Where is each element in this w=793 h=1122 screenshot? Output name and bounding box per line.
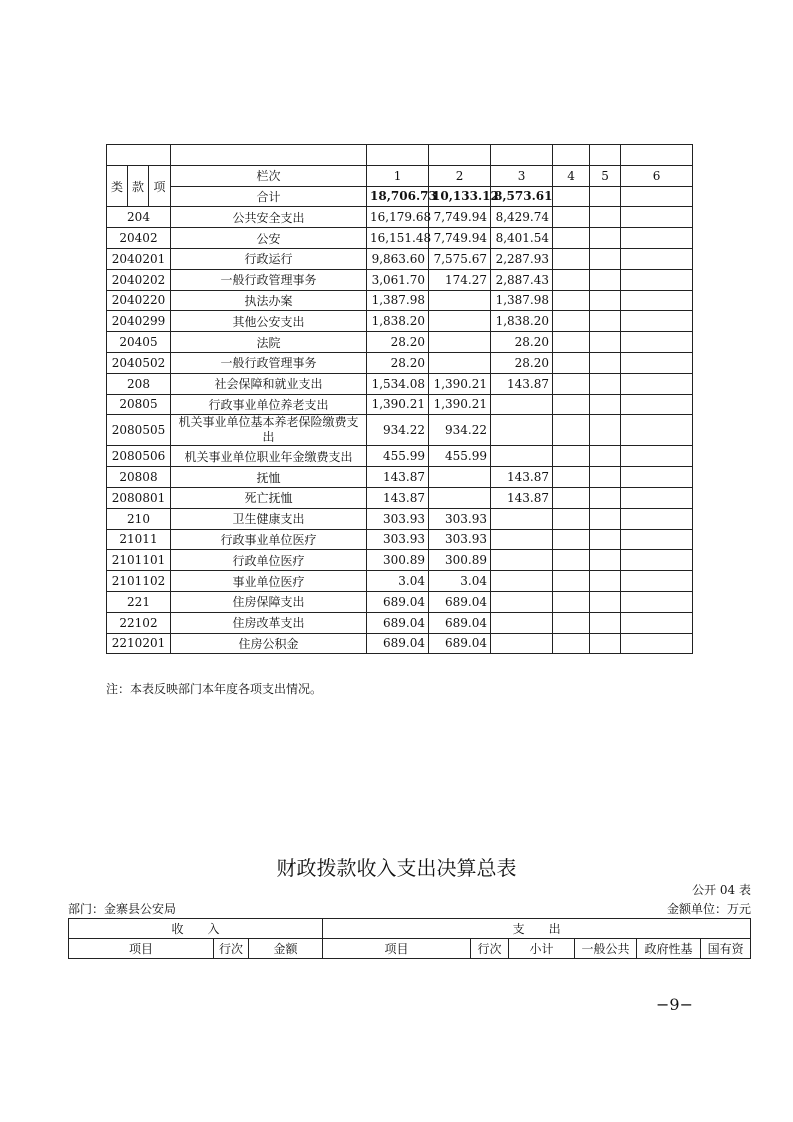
header-col-5: 5 [590,165,621,186]
section-title: 财政拨款收入支出决算总表 [276,856,517,880]
col-state: 国有资 [701,939,751,959]
row-col-6 [621,612,693,633]
row-name: 公共安全支出 [171,207,367,228]
row-value-2 [429,487,491,508]
row-col-4 [553,415,590,446]
header-kuan: 款 [128,165,149,207]
row-name: 执法办案 [171,290,367,311]
header-lei: 类 [107,165,128,207]
row-value-1: 455.99 [367,446,429,467]
department-label: 部门：金寨县公安局 [68,902,177,916]
row-value-3: 28.20 [491,332,553,353]
row-value-2 [429,311,491,332]
row-col-4 [553,487,590,508]
row-value-3: 28.20 [491,352,553,373]
table-row [107,508,693,529]
row-col-6 [621,508,693,529]
row-value-3: 143.87 [491,467,553,488]
row-value-1: 1,387.98 [367,290,429,311]
row-col-6 [621,290,693,311]
row-value-1: 1,390.21 [367,394,429,415]
row-value-2: 174.27 [429,269,491,290]
row-col-4 [553,311,590,332]
row-name: 住房改革支出 [171,612,367,633]
row-value-1: 3,061.70 [367,269,429,290]
total-row [107,186,693,207]
col-item-2: 项目 [323,939,471,959]
row-col-6 [621,487,693,508]
row-col-6 [621,394,693,415]
row-col-4 [553,207,590,228]
row-col-6 [621,415,693,446]
row-col-5 [590,248,621,269]
row-value-2 [429,332,491,353]
row-col-5 [590,487,621,508]
row-name: 其他公安支出 [171,311,367,332]
row-code: 2040201 [107,248,171,269]
col-line-2: 行次 [471,939,509,959]
row-name: 事业单位医疗 [171,571,367,592]
row-col-4 [553,529,590,550]
row-col-4 [553,228,590,249]
header-lanci: 栏次 [171,165,367,186]
table-row [107,228,693,249]
total-value-3: 8,573.61 [491,186,553,207]
col-fund: 政府性基 [637,939,701,959]
table-row [107,467,693,488]
row-value-3: 1,838.20 [491,311,553,332]
row-code: 20405 [107,332,171,353]
table-row [107,529,693,550]
row-code: 208 [107,373,171,394]
row-value-2: 303.93 [429,508,491,529]
row-code: 2080506 [107,446,171,467]
row-value-2: 689.04 [429,612,491,633]
unit-label: 金额单位：万元 [666,902,751,916]
row-value-2: 3.04 [429,571,491,592]
row-value-1: 689.04 [367,591,429,612]
row-value-3 [491,394,553,415]
row-col-6 [621,467,693,488]
row-col-4 [553,332,590,353]
row-value-2: 934.22 [429,415,491,446]
row-code: 22102 [107,612,171,633]
row-col-5 [590,633,621,654]
row-col-4 [553,352,590,373]
row-name: 行政事业单位养老支出 [171,394,367,415]
row-col-4 [553,467,590,488]
row-value-2: 1,390.21 [429,394,491,415]
row-col-4 [553,446,590,467]
row-col-6 [621,352,693,373]
row-name: 死亡抚恤 [171,487,367,508]
table-row [107,311,693,332]
row-value-2: 455.99 [429,446,491,467]
column-index-row [107,165,693,186]
row-code: 2210201 [107,633,171,654]
row-col-5 [590,467,621,488]
row-col-4 [553,373,590,394]
row-name: 行政单位医疗 [171,550,367,571]
row-col-5 [590,290,621,311]
row-col-6 [621,228,693,249]
row-col-5 [590,373,621,394]
total-label: 合计 [171,186,367,207]
row-value-3: 8,429.74 [491,207,553,228]
row-col-6 [621,633,693,654]
row-name: 机关事业单位职业年金缴费支出 [171,446,367,467]
row-code: 21011 [107,529,171,550]
table-row [107,332,693,353]
row-name: 一般行政管理事务 [171,269,367,290]
row-value-3 [491,550,553,571]
row-value-1: 3.04 [367,571,429,592]
table-row [107,487,693,508]
row-name: 行政运行 [171,248,367,269]
row-value-2: 7,575.67 [429,248,491,269]
row-value-2: 689.04 [429,633,491,654]
col-line: 行次 [214,939,249,959]
row-code: 2101101 [107,550,171,571]
row-value-2 [429,352,491,373]
income-header: 收 入 [69,919,323,939]
row-value-1: 1,534.08 [367,373,429,394]
header-xiang: 项 [149,165,171,207]
row-col-4 [553,248,590,269]
row-value-1: 300.89 [367,550,429,571]
row-code: 2040502 [107,352,171,373]
row-code: 210 [107,508,171,529]
table-row [107,591,693,612]
row-col-6 [621,332,693,353]
blank-header-row [107,145,693,166]
row-code: 2080505 [107,415,171,446]
table-row [107,633,693,654]
row-value-2 [429,290,491,311]
row-col-5 [590,571,621,592]
row-value-1: 689.04 [367,612,429,633]
row-col-5 [590,612,621,633]
row-col-4 [553,269,590,290]
row-value-3 [491,591,553,612]
total-value-1: 18,706.73 [367,186,429,207]
col-item: 项目 [69,939,214,959]
table-row [107,290,693,311]
row-col-6 [621,248,693,269]
row-col-4 [553,508,590,529]
summary-table-header [68,918,751,959]
row-value-1: 303.93 [367,529,429,550]
row-value-3: 8,401.54 [491,228,553,249]
row-col-4 [553,290,590,311]
row-value-1: 28.20 [367,352,429,373]
expenditure-table [106,144,693,654]
row-code: 2040299 [107,311,171,332]
row-name: 法院 [171,332,367,353]
row-value-3 [491,571,553,592]
row-col-4 [553,591,590,612]
row-col-5 [590,228,621,249]
row-name: 住房公积金 [171,633,367,654]
row-col-5 [590,415,621,446]
row-value-1: 303.93 [367,508,429,529]
row-value-1: 143.87 [367,487,429,508]
table-row [107,415,693,446]
table-row [107,352,693,373]
header-col-4: 4 [553,165,590,186]
row-name: 机关事业单位基本养老保险缴费支出 [171,415,367,446]
row-col-6 [621,207,693,228]
row-col-5 [590,352,621,373]
row-col-6 [621,269,693,290]
row-value-1: 28.20 [367,332,429,353]
table-row [107,550,693,571]
row-value-3 [491,529,553,550]
col-general: 一般公共 [575,939,637,959]
summary-group-row [69,919,751,939]
row-col-5 [590,508,621,529]
table-row [107,394,693,415]
row-name: 卫生健康支出 [171,508,367,529]
form-code: 公开 04 表 [692,883,751,897]
row-col-5 [590,311,621,332]
row-col-6 [621,571,693,592]
row-code: 20808 [107,467,171,488]
row-col-4 [553,633,590,654]
row-value-2: 1,390.21 [429,373,491,394]
row-col-5 [590,332,621,353]
table-row [107,373,693,394]
row-value-1: 16,151.48 [367,228,429,249]
col-amount: 金额 [249,939,323,959]
row-col-5 [590,550,621,571]
row-value-3: 2,887.43 [491,269,553,290]
row-name: 公安 [171,228,367,249]
row-value-3 [491,415,553,446]
row-value-2: 7,749.94 [429,207,491,228]
table-row [107,612,693,633]
page-number: −9− [656,995,693,1014]
row-code: 20402 [107,228,171,249]
row-code: 2101102 [107,571,171,592]
row-value-2: 7,749.94 [429,228,491,249]
row-name: 抚恤 [171,467,367,488]
row-name: 住房保障支出 [171,591,367,612]
row-value-3 [491,508,553,529]
row-col-5 [590,394,621,415]
row-value-1: 143.87 [367,467,429,488]
table-row [107,571,693,592]
row-col-5 [590,446,621,467]
row-value-1: 1,838.20 [367,311,429,332]
row-col-5 [590,207,621,228]
table-note: 注：本表反映部门本年度各项支出情况。 [106,682,323,696]
row-code: 204 [107,207,171,228]
row-value-1: 9,863.60 [367,248,429,269]
header-col-6: 6 [621,165,693,186]
row-code: 2040202 [107,269,171,290]
row-name: 行政事业单位医疗 [171,529,367,550]
row-col-4 [553,394,590,415]
row-value-1: 16,179.68 [367,207,429,228]
row-value-2: 303.93 [429,529,491,550]
row-col-6 [621,446,693,467]
row-col-5 [590,529,621,550]
row-value-3: 2,287.93 [491,248,553,269]
col-subtotal: 小计 [509,939,575,959]
row-value-3 [491,612,553,633]
expense-header: 支 出 [323,919,751,939]
header-col-2: 2 [429,165,491,186]
row-value-3: 143.87 [491,373,553,394]
row-col-5 [590,269,621,290]
table-row [107,269,693,290]
row-value-2 [429,467,491,488]
row-value-3: 143.87 [491,487,553,508]
row-col-6 [621,591,693,612]
row-col-6 [621,529,693,550]
row-col-4 [553,571,590,592]
row-value-3 [491,633,553,654]
row-col-6 [621,550,693,571]
header-col-1: 1 [367,165,429,186]
row-code: 2040220 [107,290,171,311]
row-code: 20805 [107,394,171,415]
row-value-3 [491,446,553,467]
table-row [107,207,693,228]
row-col-6 [621,311,693,332]
row-col-4 [553,550,590,571]
row-code: 2080801 [107,487,171,508]
row-value-3: 1,387.98 [491,290,553,311]
row-value-1: 689.04 [367,633,429,654]
summary-column-row [69,939,751,959]
header-col-3: 3 [491,165,553,186]
table-row [107,446,693,467]
row-col-6 [621,373,693,394]
row-name: 社会保障和就业支出 [171,373,367,394]
row-col-4 [553,612,590,633]
row-value-1: 934.22 [367,415,429,446]
row-value-2: 689.04 [429,591,491,612]
row-col-5 [590,591,621,612]
row-value-2: 300.89 [429,550,491,571]
table-row [107,248,693,269]
row-name: 一般行政管理事务 [171,352,367,373]
row-code: 221 [107,591,171,612]
total-value-2: 10,133.12 [429,186,491,207]
